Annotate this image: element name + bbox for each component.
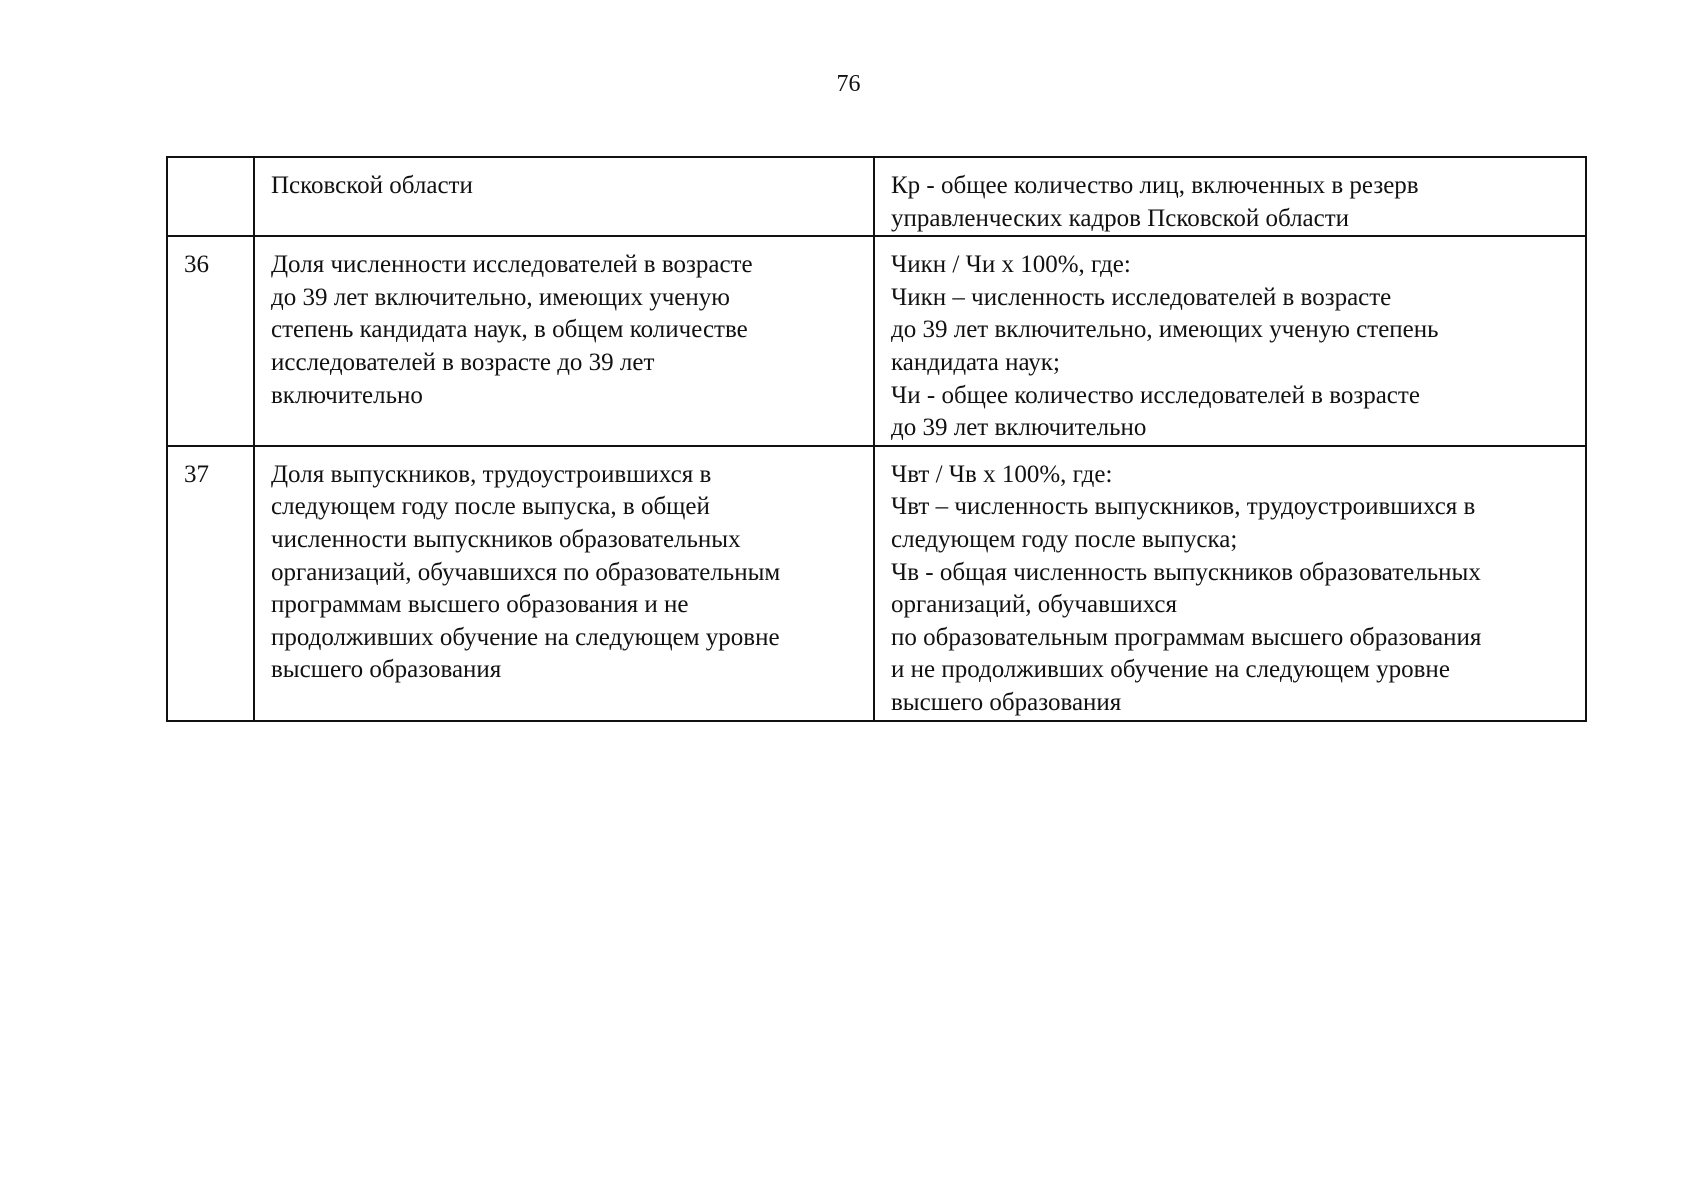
indicator-name-line: программам высшего образования и не	[271, 591, 689, 619]
row-number: 36	[184, 251, 209, 279]
indicator-name-line: Доля численности исследователей в возрасте	[271, 251, 753, 279]
formula-line: кандидата наук;	[891, 348, 1060, 376]
table-row	[167, 236, 1586, 446]
row-number-cell	[167, 157, 254, 236]
formula-line: Чвт / Чв х 100%, где:	[891, 460, 1113, 488]
indicator-name-line: до 39 лет включительно, имеющих ученую	[271, 283, 730, 311]
formula-line: Чи - общее количество исследователей в возрасте	[891, 381, 1420, 409]
row-number: 37	[184, 460, 209, 488]
formula-line: следующем году после выпуска;	[891, 525, 1238, 553]
formula-line: Чикн / Чи х 100%, где:	[891, 251, 1131, 279]
indicator-name-line: степень кандидата наук, в общем количестве	[271, 316, 748, 344]
formula-line: до 39 лет включительно	[891, 414, 1147, 442]
indicator-name-line: высшего образования	[271, 656, 502, 684]
row-number-cell	[167, 236, 254, 446]
row-number-cell	[167, 446, 254, 721]
formula-cell	[874, 157, 1586, 236]
page-number: 76	[836, 71, 861, 97]
formula-line: Чв - общая численность выпускников образовательных	[891, 558, 1481, 586]
indicator-table	[166, 156, 1587, 722]
indicator-name-line: Псковской области	[271, 172, 473, 199]
table-row	[167, 157, 1586, 236]
formula-line: по образовательным программам высшего образования	[891, 623, 1482, 651]
indicator-name-cell	[254, 157, 874, 236]
indicator-name-cell	[254, 236, 874, 446]
formula-cell	[874, 236, 1586, 446]
formula-cell	[874, 446, 1586, 721]
formula-line: организаций, обучавшихся	[891, 591, 1177, 619]
formula-line: Чикн – численность исследователей в возрасте	[891, 283, 1392, 311]
indicator-name-line: продолживших обучение на следующем уровне	[271, 623, 780, 651]
table-row	[167, 446, 1586, 721]
formula-line: управленческих кадров Псковской области	[891, 204, 1350, 232]
formula-line: высшего образования	[891, 688, 1122, 716]
formula-line: и не продолживших обучение на следующем уровне	[891, 656, 1450, 684]
indicator-name-line: включительно	[271, 381, 423, 409]
formula-line: до 39 лет включительно, имеющих ученую степень	[891, 316, 1439, 344]
indicator-name-line: следующем году после выпуска, в общей	[271, 493, 710, 521]
formula-line: Чвт – численность выпускников, трудоустроившихся в	[891, 493, 1476, 521]
indicator-name-line: Доля выпускников, трудоустроившихся в	[271, 460, 712, 488]
indicator-name-line: численности выпускников образовательных	[271, 525, 741, 553]
indicator-name-line: исследователей в возрасте до 39 лет	[271, 348, 655, 376]
indicator-name-line: организаций, обучавшихся по образовательным	[271, 558, 781, 586]
indicator-name-cell	[254, 446, 874, 721]
formula-line: Кр - общее количество лиц, включенных в резерв	[891, 172, 1419, 199]
